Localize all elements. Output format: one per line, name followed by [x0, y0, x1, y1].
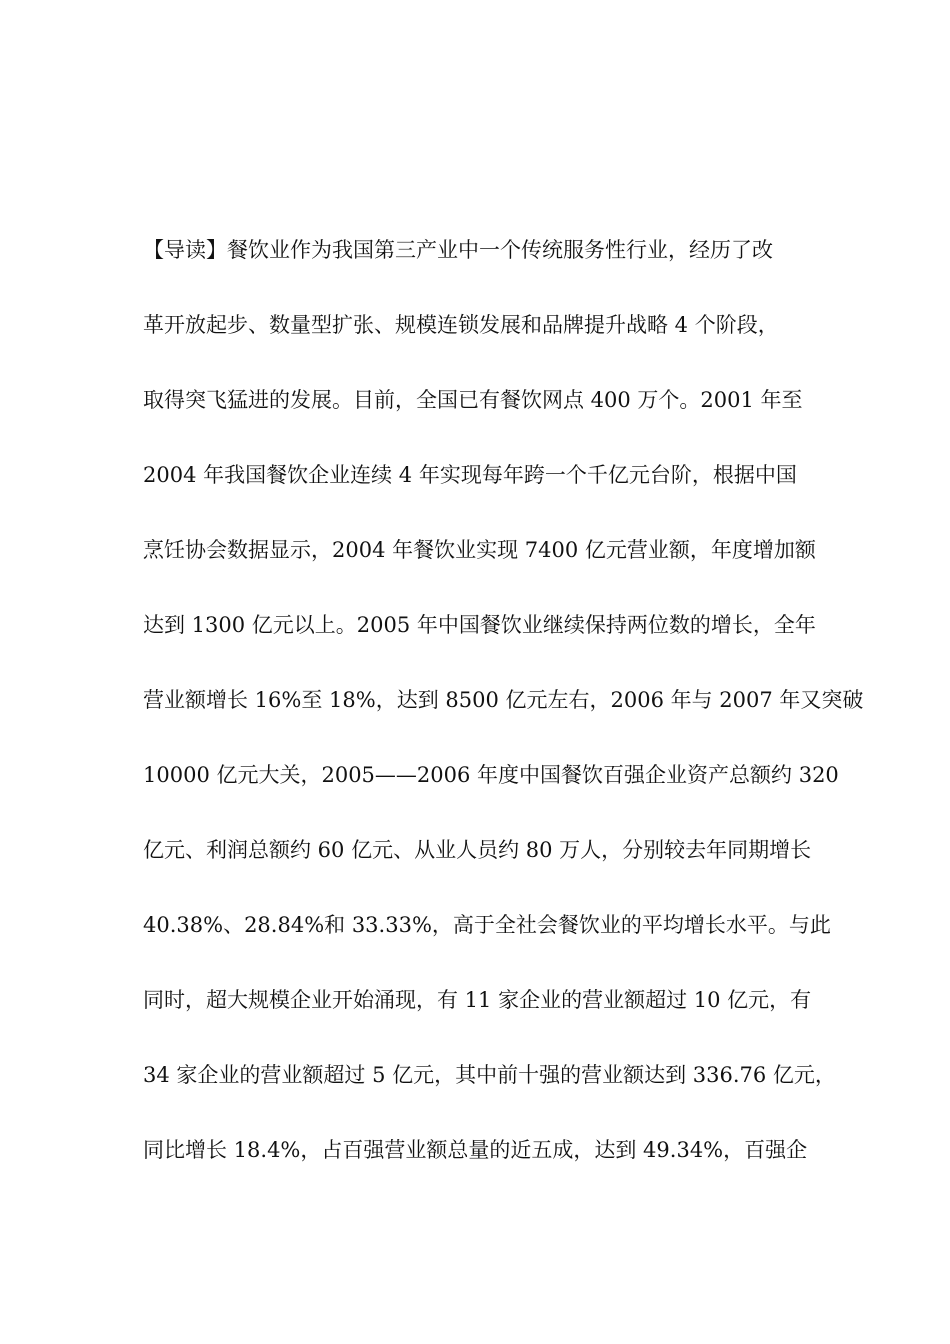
paragraph-line: 革开放起步、数量型扩张、规模连锁发展和品牌提升战略 4 个阶段，: [143, 313, 779, 337]
paragraph-line: 取得突飞猛进的发展。目前，全国已有餐饮网点 400 万个。2001 年至: [143, 388, 803, 412]
paragraph-line: 烹饪协会数据显示，2004 年餐饮业实现 7400 亿元营业额，年度增加额: [143, 538, 816, 562]
paragraph-line: 同比增长 18.4%，占百强营业额总量的近五成，达到 49.34%，百强企: [143, 1138, 808, 1162]
paragraph-line: 10000 亿元大关，2005——2006 年度中国餐饮百强企业资产总额约 320: [143, 763, 839, 787]
paragraph-line: 亿元、利润总额约 60 亿元、从业人员约 80 万人，分别较去年同期增长: [143, 838, 812, 862]
paragraph-line: 【导读】餐饮业作为我国第三产业中一个传统服务性行业，经历了改: [143, 238, 773, 262]
paragraph-line: 达到 1300 亿元以上。2005 年中国餐饮业继续保持两位数的增长，全年: [143, 613, 816, 637]
paragraph-line: 同时，超大规模企业开始涌现，有 11 家企业的营业额超过 10 亿元，有: [143, 988, 812, 1012]
paragraph-line: 40.38%、28.84%和 33.33%，高于全社会餐饮业的平均增长水平。与此: [143, 913, 831, 937]
intro-paragraph: [143, 230, 864, 1205]
paragraph-line: 2004 年我国餐饮企业连续 4 年实现每年跨一个千亿元台阶，根据中国: [143, 463, 797, 487]
paragraph-line: 34 家企业的营业额超过 5 亿元，其中前十强的营业额达到 336.76 亿元，: [143, 1063, 836, 1087]
paragraph-line: 营业额增长 16%至 18%，达到 8500 亿元左右，2006 年与 2007 年又突破: [143, 688, 864, 712]
